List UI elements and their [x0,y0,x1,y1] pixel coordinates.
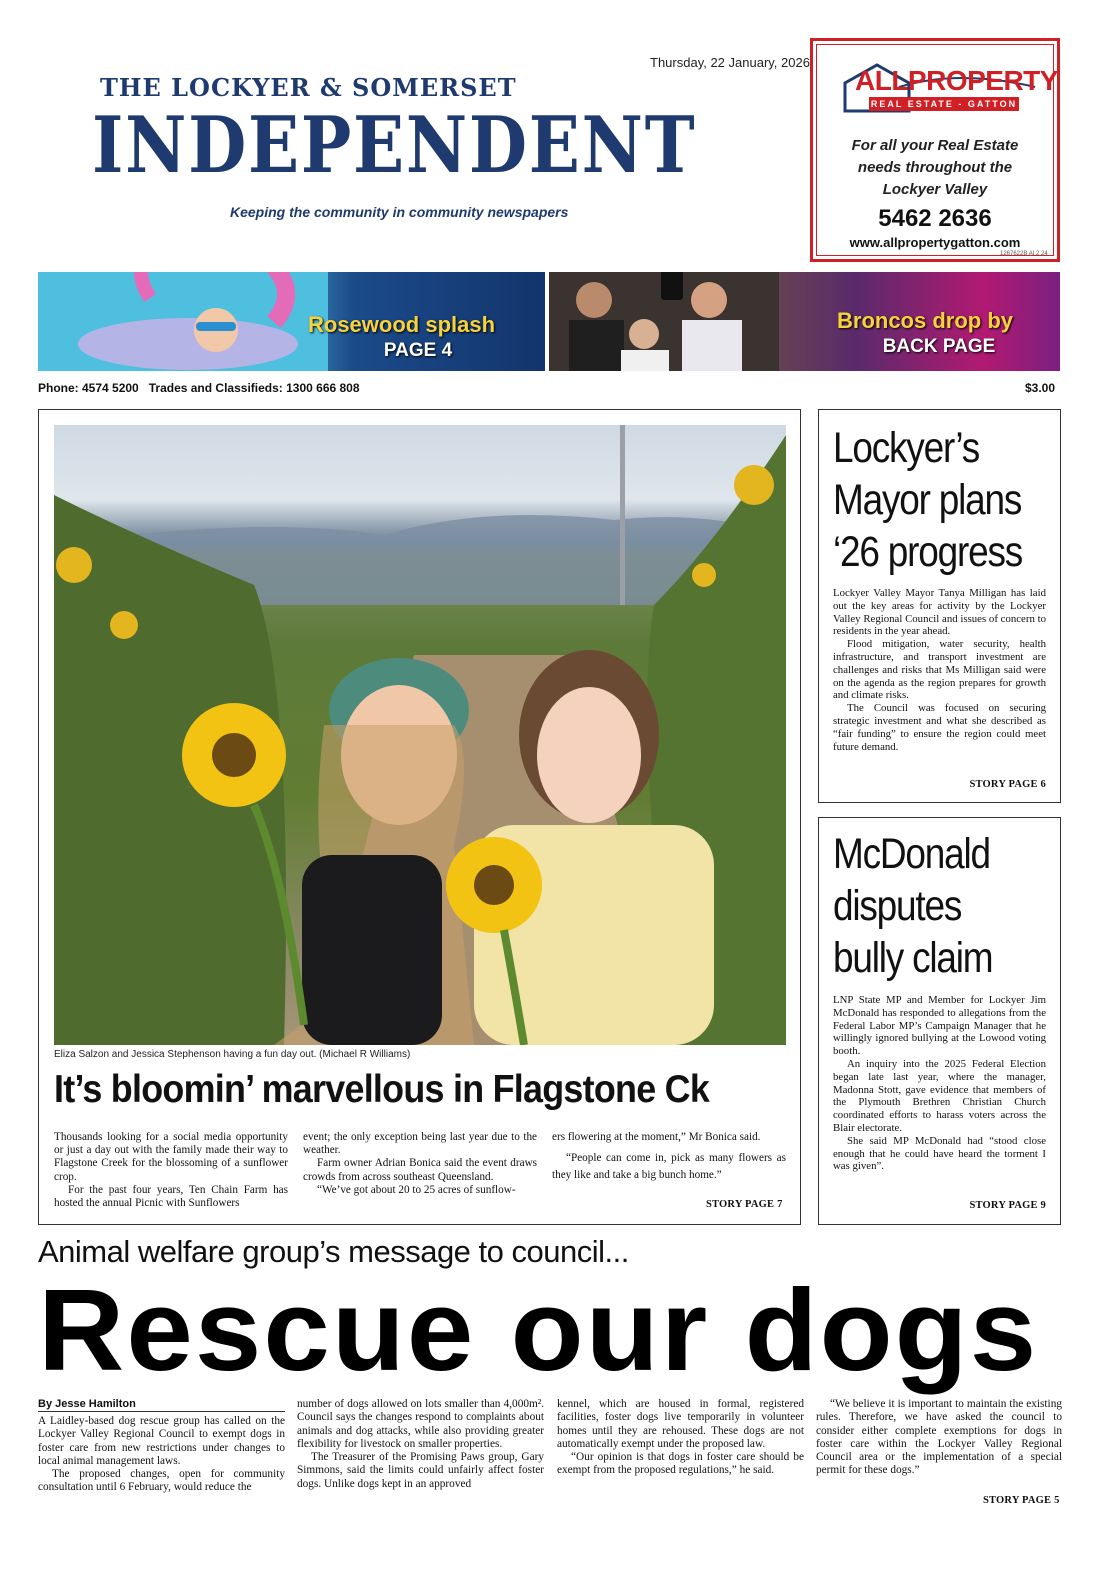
cover-price: $3.00 [1025,381,1056,395]
main-story-headline[interactable]: It’s bloomin’ marvellous in Flagstone Ck [54,1068,710,1111]
issue-date: Thursday, 22 January, 2026 [650,55,810,70]
masthead-top-line: THE LOCKYER & SOMERSET [100,73,517,102]
side-story-paragraph: Lockyer Valley Mayor Tanya Milligan has laid out the key areas for activity by the Lockyer Valley Regional Council and issues of concern to residents in the year ahead. [833,587,1046,638]
main-story-paragraph: ers flowering at the moment,” Mr Bonica said. [552,1131,761,1143]
headline-line: Mayor plans [833,476,1022,524]
teaser-title-rosewood: Rosewood splash [308,312,496,337]
sunflower-field-photo [54,425,786,1045]
sunflower-photo-illustration-icon [54,425,786,1045]
lead-story-paragraph: “Our opinion is that dogs in foster care should be exempt from the proposed regulations,” he said. [557,1451,804,1477]
ad-line-1: For all your Real Estate [851,137,1019,154]
main-story-column-3 [552,1131,786,1184]
ad-line-2: needs throughout the [857,159,1013,176]
side-story-mayor-continue-link[interactable]: STORY PAGE 6 [969,779,1046,790]
side-story-mayor-headline[interactable] [833,422,1048,578]
main-story-column-1 [54,1131,288,1210]
side-story-paragraph: Flood mitigation, water security, health infrastructure, and transport investment are challenges and risks that Ms Milligan said were on the agenda as the region prepares for growth and climate risks. [833,638,1046,702]
headline-line: ‘26 progress [833,528,1023,576]
side-story-paragraph: She said MP McDonald had “stood close enough that he could have heard the torment I was given”. [833,1134,1046,1173]
real-estate-advertisement[interactable] [810,38,1060,262]
side-story-paragraph: An inquiry into the 2025 Federal Election began late last year, where the manager, Madonna Stott, gave evidence that members of the Plymouth Brethren Christian Church coordinated efforts to harass voters across the Blair electorate. [833,1057,1046,1134]
lead-story-paragraph: “We believe it is important to maintain the existing rules. Therefore, we have asked the council to consider either complete exemptions for dogs in foster care within the Lockyer Valley Regional Council area or the implementation of a special permit for these dogs.” [816,1398,1062,1477]
masthead-tagline: Keeping the community in community newspapers [230,204,569,220]
side-story-mayor-body [833,587,1046,753]
photo-caption: Eliza Salzon and Jessica Stephenson having a fun day out. (Michael R Williams) [54,1049,411,1060]
lead-story-byline: By Jesse Hamilton [38,1398,136,1410]
side-story-paragraph: LNP State MP and Member for Lockyer Jim McDonald has responded to allegations from the Federal Labor MP’s Campaign Manager that he willingly ignored bullying at the Lowood voting booth. [833,994,1046,1058]
teaser-rosewood-splash[interactable] [38,272,545,371]
ad-reference-code: 1267622B AI 2 24 [1000,251,1048,257]
headline-line: McDonald [833,830,990,878]
main-story-paragraph: Thousands looking for a social media opportunity or just a day out with the family made their way to Flagstone Creek for the blossoming of a sunflower crop. [54,1131,288,1183]
lead-story-paragraph: number of dogs allowed on lots smaller than 4,000m². Council says the changes respond to complaints about animals and dog attacks, while also providing greater flexibility for livestock on smaller properties. [297,1398,544,1450]
byline-divider [38,1411,285,1412]
ad-website-link[interactable]: www.allpropertygatton.com [849,235,1021,250]
side-story-paragraph: The Council was focused on securing strategic investment and what she described as “fair funding” to ensure the region could meet future demand. [833,702,1046,753]
main-story-continue-link[interactable]: STORY PAGE 7 [706,1199,783,1210]
teaser-page-rosewood: PAGE 4 [383,340,453,361]
ad-phone-number[interactable]: 5462 2636 [878,205,992,232]
main-story-paragraph: Farm owner Adrian Bonica said the event draws crowds from across southeast Queensland. [303,1157,537,1183]
advertisement-text [817,135,1053,201]
advertiser-brand: ALLPROPERTY [855,65,1058,96]
headline-line: disputes [833,882,962,930]
advertiser-subtitle: REAL ESTATE - GATTON [870,99,1018,109]
lead-story-paragraph: The Treasurer of the Promising Paws group, Gary Simmons, said the limits could unfairly affect foster dogs. Unlike dogs kept in an approved [297,1451,544,1490]
side-story-mcdonald-headline[interactable] [833,828,1048,984]
lead-story-column-2 [297,1398,544,1491]
main-story-paragraph: event; the only exception being last year due to the weather. [303,1131,537,1157]
side-story-mcdonald-body [833,994,1046,1173]
masthead-title: INDEPENDENT [92,100,697,191]
teaser-broncos-drop-by[interactable] [549,272,1060,371]
teaser-page-broncos: BACK PAGE [882,336,996,357]
lead-story-continue-link[interactable]: STORY PAGE 5 [983,1495,1060,1506]
main-story-paragraph: For the past four years, Ten Chain Farm has hosted the annual Picnic with Sunflowers [54,1183,288,1210]
ad-line-3: Lockyer Valley [882,181,988,198]
lead-story-kicker: Animal welfare group’s message to council... [38,1234,629,1269]
side-story-mayor [818,409,1061,803]
contact-info: Phone: 4574 5200 Trades and Classifieds: 1300 666 808 [38,381,360,395]
lead-story-paragraph: The proposed changes, open for community consultation until 6 February, would reduce the [38,1468,285,1494]
side-story-mcdonald-continue-link[interactable]: STORY PAGE 9 [969,1200,1046,1211]
teaser-title-broncos: Broncos drop by [837,308,1014,333]
lead-story-column-3 [557,1398,804,1478]
lead-story-paragraph: kennel, which are housed in formal, registered facilities, foster dogs live temporarily in volunteer homes until they are rehoused. These dogs are not automatically exempt under the proposed law. [557,1398,804,1450]
headline-line: Lockyer’s [833,424,980,472]
lead-story-column-1 [38,1415,285,1495]
lead-story-column-4 [816,1398,1062,1478]
headline-line: bully claim [833,934,993,982]
main-story-paragraph: “People can come in, pick as many flowers as they like and take a big bunch home.” [552,1152,786,1182]
advertisement-inner [816,44,1058,256]
main-story-paragraph: “We’ve got about 20 to 25 acres of sunflow- [317,1183,516,1196]
main-story-column-2 [303,1131,537,1197]
lead-story-headline[interactable]: Rescue our dogs [38,1265,1039,1395]
side-story-mcdonald [818,817,1061,1225]
lead-story-paragraph: A Laidley-based dog rescue group has called on the Lockyer Valley Regional Council to exempt dogs in foster care from new restrictions under changes to local animal management laws. [38,1415,285,1467]
